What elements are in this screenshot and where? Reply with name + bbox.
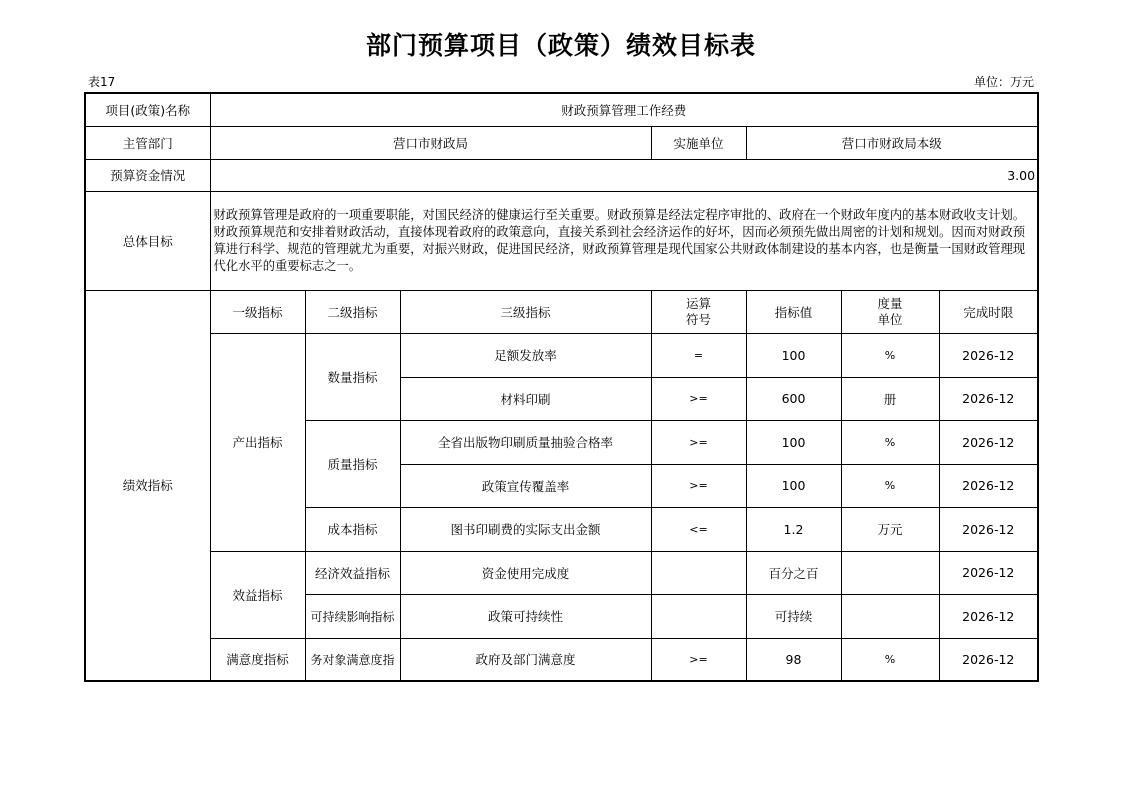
indicator-unit: % xyxy=(841,333,939,377)
indicator-value: 600 xyxy=(746,377,841,420)
indicator-name: 足额发放率 xyxy=(400,333,651,377)
table-row xyxy=(85,638,1038,681)
page-title: 部门预算项目（政策）绩效目标表 xyxy=(365,31,756,60)
perf-indicator-label: 绩效指标 xyxy=(85,290,210,681)
indicator-op: = xyxy=(651,333,746,377)
indicator-op xyxy=(651,594,746,638)
indicator-unit xyxy=(841,594,939,638)
header-op: 运算 符号 xyxy=(651,290,746,333)
overall-goal-label: 总体目标 xyxy=(85,191,210,290)
project-name-label: 项目(政策)名称 xyxy=(85,93,210,126)
indicator-deadline: 2026-12 xyxy=(939,420,1038,464)
indicator-value: 98 xyxy=(746,638,841,681)
performance-table xyxy=(84,92,1039,682)
header-lvl2: 二级指标 xyxy=(305,290,400,333)
indicator-name: 资金使用完成度 xyxy=(400,551,651,594)
indicator-op: >= xyxy=(651,638,746,681)
group-quantity: 数量指标 xyxy=(305,333,400,420)
indicator-unit: % xyxy=(841,638,939,681)
indicator-deadline: 2026-12 xyxy=(939,551,1038,594)
group-benefit: 效益指标 xyxy=(210,551,305,638)
group-output: 产出指标 xyxy=(210,333,305,551)
indicator-unit: % xyxy=(841,464,939,507)
group-cost: 成本指标 xyxy=(305,507,400,551)
header-value: 指标值 xyxy=(746,290,841,333)
indicator-deadline: 2026-12 xyxy=(939,594,1038,638)
indicator-value: 100 xyxy=(746,420,841,464)
group-service: 务对象满意度指 xyxy=(305,638,400,681)
indicator-deadline: 2026-12 xyxy=(939,377,1038,420)
project-name-value: 财政预算管理工作经费 xyxy=(210,93,1038,126)
table-row xyxy=(85,551,1038,594)
indicator-unit: % xyxy=(841,420,939,464)
group-sustain: 可持续影响指标 xyxy=(305,594,400,638)
indicator-deadline: 2026-12 xyxy=(939,507,1038,551)
indicator-name: 政策宣传覆盖率 xyxy=(400,464,651,507)
group-economic: 经济效益指标 xyxy=(305,551,400,594)
budget-label: 预算资金情况 xyxy=(85,159,210,191)
indicator-name: 材料印刷 xyxy=(400,377,651,420)
indicator-value: 100 xyxy=(746,333,841,377)
impl-unit-value: 营口市财政局本级 xyxy=(746,126,1038,159)
overall-goal-text: 财政预算管理是政府的一项重要职能，对国民经济的健康运行至关重要。财政预算是经法定程序审批的、政府在一个财政年度内的基本财政收支计划。财政预算规范和安排着财政活动，直接体现着政府的政策意向，直接关系到社会经济运作的好坏，因而必须预先做出周密的计划和规划。因而对财政预算进行科学、规范的管理就尤为重要，对振兴财政，促进国民经济，财政预算管理是现代国家公共财政体制建设的基本内容，也是衡量一国财政管理现代化水平的重要标志之一。 xyxy=(210,191,1038,290)
header-deadline: 完成时限 xyxy=(939,290,1038,333)
indicator-deadline: 2026-12 xyxy=(939,638,1038,681)
indicator-unit: 册 xyxy=(841,377,939,420)
dept-label: 主管部门 xyxy=(85,126,210,159)
budget-value: 3.00 xyxy=(210,159,1038,191)
unit-label: 单位：万元 xyxy=(973,75,1034,89)
header-lvl1: 一级指标 xyxy=(210,290,305,333)
indicator-unit xyxy=(841,551,939,594)
indicator-op: <= xyxy=(651,507,746,551)
indicator-op: >= xyxy=(651,377,746,420)
indicator-name: 政策可持续性 xyxy=(400,594,651,638)
dept-value: 营口市财政局 xyxy=(210,126,651,159)
table-number: 表17 xyxy=(88,75,116,89)
indicator-unit: 万元 xyxy=(841,507,939,551)
indicator-deadline: 2026-12 xyxy=(939,333,1038,377)
header-unit: 度量 单位 xyxy=(841,290,939,333)
indicator-name: 全省出版物印刷质量抽验合格率 xyxy=(400,420,651,464)
indicator-value: 百分之百 xyxy=(746,551,841,594)
indicator-op: >= xyxy=(651,464,746,507)
group-quality: 质量指标 xyxy=(305,420,400,507)
impl-unit-label: 实施单位 xyxy=(651,126,746,159)
indicator-name: 政府及部门满意度 xyxy=(400,638,651,681)
indicator-deadline: 2026-12 xyxy=(939,464,1038,507)
indicator-op: >= xyxy=(651,420,746,464)
indicator-name: 图书印刷费的实际支出金额 xyxy=(400,507,651,551)
table-row xyxy=(85,333,1038,377)
indicator-value: 可持续 xyxy=(746,594,841,638)
header-lvl3: 三级指标 xyxy=(400,290,651,333)
indicator-value: 1.2 xyxy=(746,507,841,551)
indicator-op xyxy=(651,551,746,594)
group-satisfaction: 满意度指标 xyxy=(210,638,305,681)
indicator-value: 100 xyxy=(746,464,841,507)
